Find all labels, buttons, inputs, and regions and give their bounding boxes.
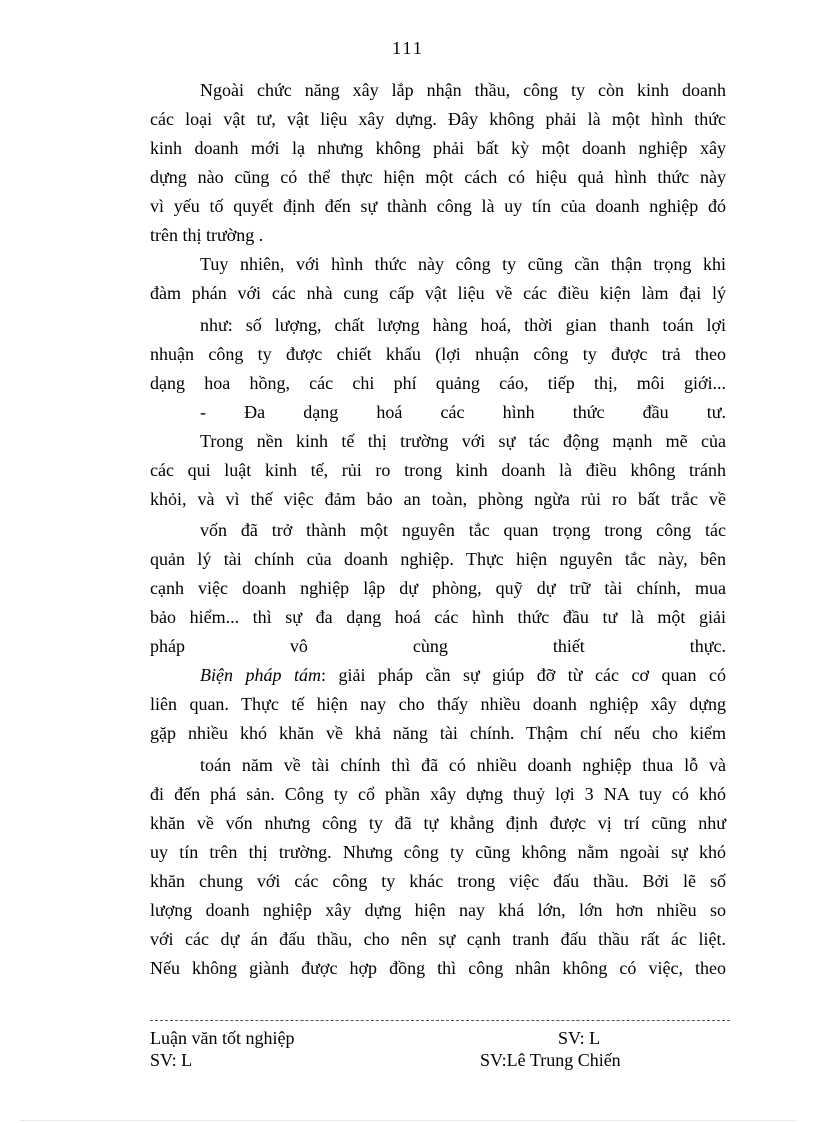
- paragraph-line: toán năm về tài chính thì đã có nhiều doanh nghiệp thua lỗ và: [200, 755, 726, 775]
- paragraph-line: khăn chung với các công ty khác trong việc đấu thầu. Bởi lẽ số: [150, 871, 726, 891]
- paragraph-line: khỏi, và vì thế việc đảm bảo an toàn, phòng ngừa rủi ro bất trắc về: [150, 489, 726, 509]
- footer-divider: [150, 1020, 730, 1021]
- paragraph-line: khăn về vốn nhưng công ty đã tự khẳng định được vị trí cũng như: [150, 813, 726, 833]
- paragraph-line: dạng hoa hồng, các chi phí quảng cáo, tiếp thị, môi giới...: [150, 373, 726, 393]
- paragraph-line: pháp vô cùng thiết thực.: [150, 636, 726, 656]
- paragraph-line: các loại vật tư, vật liệu xây dựng. Đây không phải là một hình thức: [150, 109, 726, 129]
- paragraph-line: Tuy nhiên, với hình thức này công ty cũng cần thận trọng khi: [200, 254, 726, 274]
- paragraph-line: kinh doanh mới lạ nhưng không phải bất kỳ một doanh nghiệp xây: [150, 138, 726, 158]
- paragraph-line: Nếu không giành được hợp đồng thì công nhân không có việc, theo: [150, 958, 726, 978]
- paragraph-line: vì yếu tố quyết định đến sự thành công là uy tín của doanh nghiệp đó: [150, 196, 726, 216]
- page-bottom-edge: [20, 1120, 796, 1121]
- footer-student-short: SV: L: [150, 1050, 193, 1070]
- paragraph-line: quản lý tài chính của doanh nghiệp. Thực hiện nguyên tắc này, bên: [150, 549, 726, 569]
- footer-student-short: SV: L: [558, 1028, 601, 1048]
- paragraph-line: [200, 664, 726, 686]
- paragraph-line: cạnh việc doanh nghiệp lập dự phòng, quỹ dự trữ tài chính, mua: [150, 578, 726, 598]
- paragraph-text: : giải pháp cần sự giúp đỡ từ các cơ quan có: [321, 665, 726, 685]
- footer-student-name: SV:Lê Trung Chiến: [480, 1050, 621, 1070]
- paragraph-line: vốn đã trở thành một nguyên tắc quan trọng trong công tác: [200, 520, 726, 540]
- footer-thesis-label: Luận văn tốt nghiệp: [150, 1028, 295, 1048]
- paragraph-line: trên thị trường .: [150, 225, 264, 245]
- paragraph-line: đi đến phá sản. Công ty cổ phần xây dựng thuỷ lợi 3 NA tuy có khó: [150, 784, 726, 804]
- page-number: 111: [392, 38, 424, 58]
- paragraph-line: liên quan. Thực tế hiện nay cho thấy nhiều doanh nghiệp xây dựng: [150, 694, 726, 714]
- dash-list-item: - Đa dạng hoá các hình thức đầu tư.: [200, 402, 726, 422]
- paragraph-line: nhuận công ty được chiết khấu (lợi nhuận công ty được trả theo: [150, 344, 726, 364]
- paragraph-line: Ngoài chức năng xây lắp nhận thầu, công ty còn kinh doanh: [200, 80, 726, 100]
- paragraph-line: gặp nhiều khó khăn về khả năng tài chính. Thậm chí nếu cho kiểm: [150, 723, 726, 743]
- paragraph-line: Trong nền kinh tế thị trường với sự tác động mạnh mẽ của: [200, 431, 726, 451]
- paragraph-line: dựng nào cũng có thể thực hiện một cách có hiệu quả hình thức này: [150, 167, 726, 187]
- paragraph-line: với các dự án đấu thầu, cho nên sự cạnh tranh đấu thầu rất ác liệt.: [150, 929, 726, 949]
- paragraph-line: lượng doanh nghiệp xây dựng hiện nay khá lớn, lớn hơn nhiều so: [150, 900, 726, 920]
- measure-label: Biện pháp tám: [200, 665, 321, 685]
- paragraph-line: như: số lượng, chất lượng hàng hoá, thời gian thanh toán lợi: [200, 315, 726, 335]
- paragraph-line: uy tín trên thị trường. Nhưng công ty cũng không nằm ngoài sự khó: [150, 842, 726, 862]
- paragraph-line: các qui luật kinh tế, rủi ro trong kinh doanh là điều không tránh: [150, 460, 726, 480]
- paragraph-line: đàm phán với các nhà cung cấp vật liệu về các điều kiện làm đại lý: [150, 283, 726, 303]
- paragraph-line: bảo hiểm... thì sự đa dạng hoá các hình thức đầu tư là một giải: [150, 607, 726, 627]
